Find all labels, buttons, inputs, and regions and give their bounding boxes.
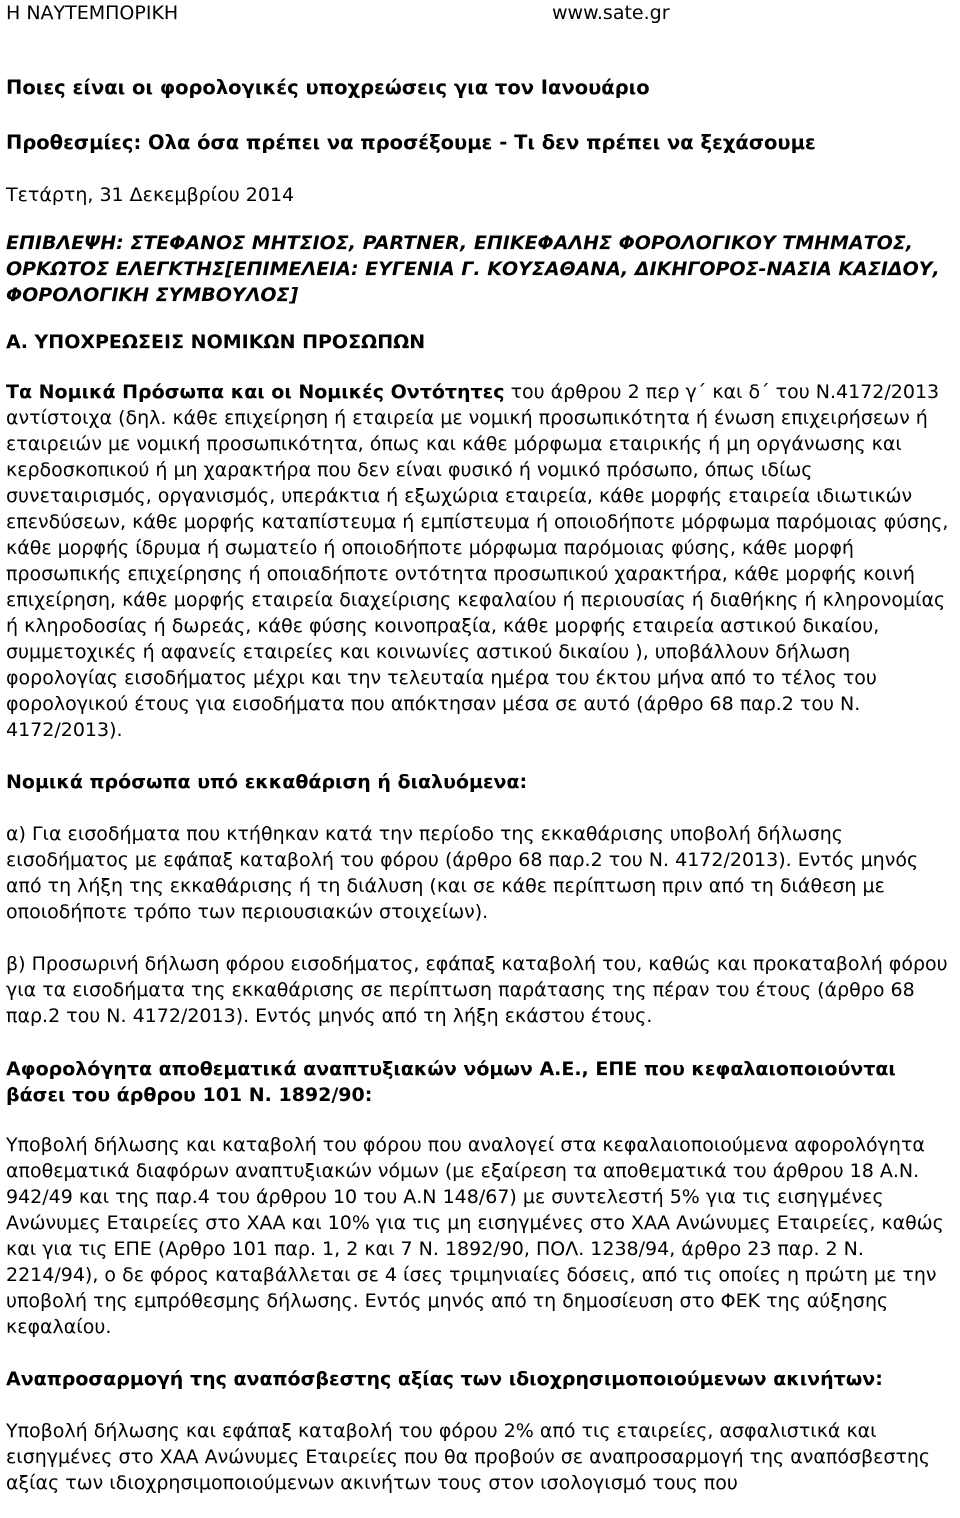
liquidation-heading: Νομικά πρόσωπα υπό εκκαθάριση ή διαλυόμενα: — [6, 771, 528, 793]
revaluation-paragraph: Υποβολή δήλωσης και εφάπαξ καταβολή του φόρου 2% από τις εταιρείες, ασφαλιστικά και εισηγμένες στο ΧΑΑ Ανώνυμες Εταιρείες που θα προβούν σε αναπροσαρμογή της αναπόσβεστης αξίας των ιδιοχρησιμοποιούμενων ακινήτων τους στον ισολογισμό τους που — [6, 1420, 931, 1494]
newspaper-name: Η ΝΑΥΤΕΜΠΟΡΙΚΗ — [6, 2, 179, 24]
revaluation-heading: Αναπροσαρμογή της αναπόσβεστης αξίας των ιδιοχρησιμοποιούμενων ακινήτων: — [6, 1368, 883, 1390]
liquidation-item-b: β) Προσωρινή δήλωση φόρου εισοδήματος, εφάπαξ καταβολή του, καθώς και προκαταβολή φόρου για τα εισοδήματα της εκκαθάρισης σε περίπτωση παράτασης της πέραν του έτους (άρθρο 68 παρ.2 του Ν. 4172/2013). Εντός μηνός από τη λήξη εκάστου έτους. — [6, 953, 948, 1027]
supervision-credits: ΕΠΙΒΛΕΨΗ: ΣΤΕΦΑΝΟΣ ΜΗΤΣΙΟΣ, PARTNER, ΕΠΙΚΕΦΑΛΗΣ ΦΟΡΟΛΟΓΙΚΟΥ ΤΜΗΜΑΤΟΣ, ΟΡΚΩΤΟΣ ΕΛΕΓΚΤΗΣ[ΕΠΙΜΕΛΕΙΑ: ΕΥΓΕΝΙΑ Γ. ΚΟΥΣΑΘΑΝΑ, ΔΙΚΗΓΟΡΟΣ-ΝΑΣΙΑ ΚΑΣΙΔΟΥ, ΦΟΡΟΛΟΓΙΚΗ ΣΥΜΒΟΥΛΟΣ] — [6, 232, 940, 306]
tax-free-reserves-heading: Αφορολόγητα αποθεματικά αναπτυξιακών νόμων Α.Ε., ΕΠΕ που κεφαλαιοποιούνται βάσει του άρθρου 101 Ν. 1892/90: — [6, 1058, 896, 1106]
document-page — [6, 0, 956, 1496]
site-url: www.sate.gr — [552, 2, 670, 24]
page-header — [6, 0, 956, 26]
intro-paragraph — [6, 379, 956, 743]
article-subtitle: Προθεσμίες: Ολα όσα πρέπει να προσέξουμε - Τι δεν πρέπει να ξεχάσουμε — [6, 131, 816, 154]
section-a-heading: Α. ΥΠΟΧΡΕΩΣΕΙΣ ΝΟΜΙΚΩΝ ΠΡΟΣΩΠΩΝ — [6, 331, 426, 353]
liquidation-item-a: α) Για εισοδήματα που κτήθηκαν κατά την περίοδο της εκκαθάρισης υποβολή δήλωσης εισοδήματος με εφάπαξ καταβολή του φόρου (άρθρο 68 παρ.2 του Ν. 4172/2013). Εντός μηνός από τη λήξη της εκκαθάρισης ή τη διάλυση (και σε κάθε περίπτωση πριν από τη διάθεση με οποιοδήποτε τρόπο των περιουσιακών στοιχείων). — [6, 823, 919, 923]
intro-bold-lead: Τα Νομικά Πρόσωπα και οι Νομικές Οντότητες — [6, 381, 505, 403]
article-date: Τετάρτη, 31 Δεκεμβρίου 2014 — [6, 184, 295, 206]
article-title: Ποιες είναι οι φορολογικές υποχρεώσεις για τον Ιανουάριο — [6, 76, 650, 99]
intro-body-text: του άρθρου 2 περ γ΄ και δ΄ του Ν.4172/2013 αντίστοιχα (δηλ. κάθε επιχείρηση ή εταιρεία με νομική προσωπικότητα ή ένωση επιχειρήσεων ή εταιρειών με νομική προσωπικότητα, όπως και κάθε μόρφωμα εταιρικής ή μη οργάνωσης και κερδοσκοπικού ή μη χαρακτήρα που δεν είναι φυσικό ή νομικό πρόσωπο, όπως ιδίως συνεταιρισμός, οργανισμός, υπεράκτια ή εξωχώρια εταιρεία, κάθε μορφής εταιρεία ιδιωτικών επενδύσεων, κάθε μορφής καταπίστευμα ή εμπίστευμα ή οποιοδήποτε μόρφωμα παρόμοιας φύσης, κάθε μορφής ίδρυμα ή σωματείο ή οποιοδήποτε μόρφωμα παρόμοιας φύσης, κάθε μορφή προσωπικής επιχείρησης ή οποιαδήποτε οντότητα προσωπικού χαρακτήρα, κάθε μορφής κοινή επιχείρηση, κάθε μορφής εταιρεία διαχείρισης κεφαλαίου ή περιουσίας ή διαθήκης ή κληρονομίας ή κληροδοσίας ή δωρεάς, κάθε φύσης κοινοπραξία, κάθε μορφής εταιρεία αστικού δικαίου, συμμετοχικές ή αφανείς εταιρείες και κοινωνίες αστικού δικαίου ), υποβάλλουν δήλωση φορολογίας εισοδήματος μέχρι και την τελευταία ημέρα του έκτου μήνα από το τέλος του φορολογικού έτους για εισοδήματα που απόκτησαν μέσα σε αυτό (άρθρο 68 παρ.2 του Ν. 4172/2013). — [6, 381, 949, 741]
tax-free-reserves-paragraph: Υποβολή δήλωσης και καταβολή του φόρου που αναλογεί στα κεφαλαιοποιούμενα αφορολόγητα αποθεματικά διαφόρων αναπτυξιακών νόμων (με εξαίρεση τα αποθεματικά του άρθρου 18 Α.Ν. 942/49 και της παρ.4 του άρθρου 10 του Α.Ν 148/67) με συντελεστή 5% για τις εισηγμένες Ανώνυμες Εταιρείες στο ΧΑΑ και 10% για τις μη εισηγμένες στο ΧΑΑ Ανώνυμες Εταιρείες, καθώς και για τις ΕΠΕ (Αρθρο 101 παρ. 1, 2 και 7 Ν. 1892/90, ΠΟΛ. 1238/94, άρθρο 23 παρ. 2 Ν. 2214/94), ο δε φόρος καταβάλλεται σε 4 ίσες τριμηνιαίες δόσεις, από τις οποίες η πρώτη με την υποβολή της εμπρόθεσμης δήλωσης. Εντός μηνός από τη δημοσίευση στο ΦΕΚ της αύξησης κεφαλαίου. — [6, 1134, 944, 1338]
